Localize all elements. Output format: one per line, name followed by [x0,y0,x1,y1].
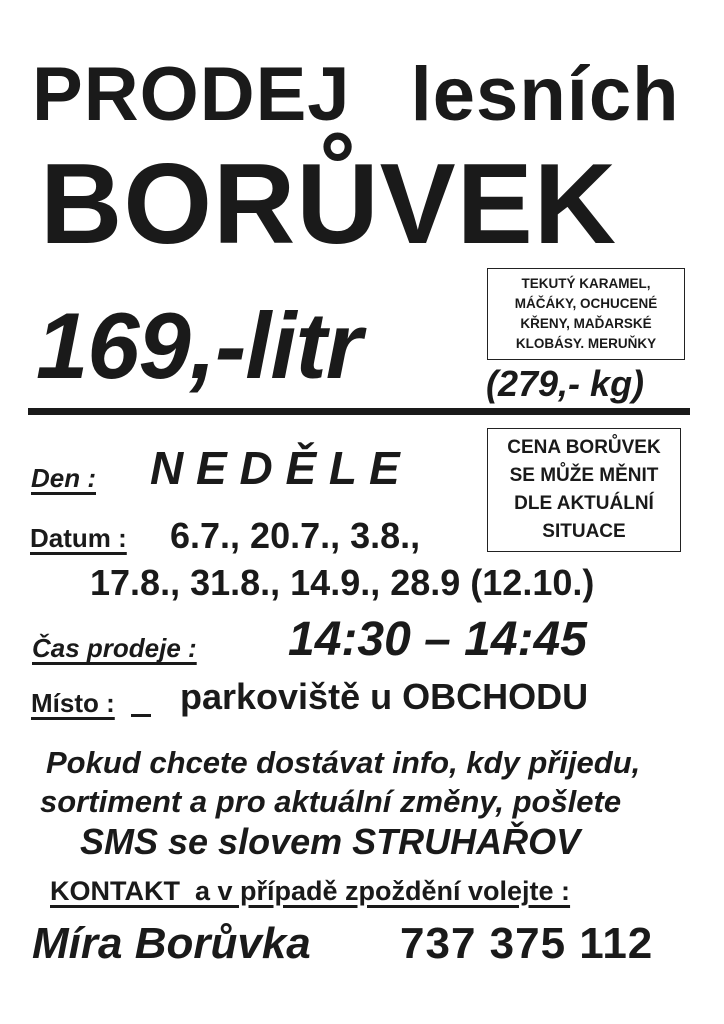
price-note-line: DLE AKTUÁLNÍ [514,493,654,514]
dates-label: Datum : [30,523,127,553]
place-value: parkoviště u OBCHODU [180,676,589,717]
extras-line: MÁČÁKY, OCHUCENÉ [514,296,658,311]
heading-lesnich: lesních [410,52,680,137]
contact-phone: 737 375 112 [400,919,654,968]
extras-line: TEKUTÝ KARAMEL, [521,276,651,291]
sms-info-line-2: sortiment a pro aktuální změny, pošlete [40,784,622,819]
sms-info-line-3: SMS se slovem STRUHAŘOV [80,821,581,862]
day-label: Den : [31,463,96,493]
time-label: Čas prodeje : [32,633,197,663]
divider-line [28,408,690,415]
price-note-line: SITUACE [542,521,626,542]
price-per-liter: 169,-litr [36,293,362,398]
price-note-box [487,428,681,552]
dates-line-2: 17.8., 31.8., 14.9., 28.9 (12.10.) [90,562,595,603]
heading-boruvek: BORŮVEK [40,141,618,268]
day-value: N E D Ě L E [150,442,400,494]
sms-info-line-1: Pokud chcete dostávat info, kdy přijedu, [46,745,641,780]
extras-box [487,268,685,360]
dates-line-1: 6.7., 20.7., 3.8., [170,515,421,556]
place-label-underline-extension [131,714,151,717]
price-per-kg: (279,- kg) [486,363,645,404]
contact-name: Míra Borůvka [32,919,311,968]
price-note-line: SE MŮŽE MĚNIT [509,465,659,486]
heading-line-1 [32,50,680,140]
extras-line: KLOBÁSY. MERUŇKY [515,336,657,351]
heading-prodej: PRODEJ [32,52,351,137]
price-note-line: CENA BORŮVEK [507,437,661,458]
extras-line: KŘENY, MAĎARSKÉ [520,316,652,331]
place-label: Místo : [31,688,115,718]
contact-label: KONTAKT a v případě zpoždění volejte : [50,876,571,906]
time-value: 14:30 – 14:45 [288,613,587,666]
